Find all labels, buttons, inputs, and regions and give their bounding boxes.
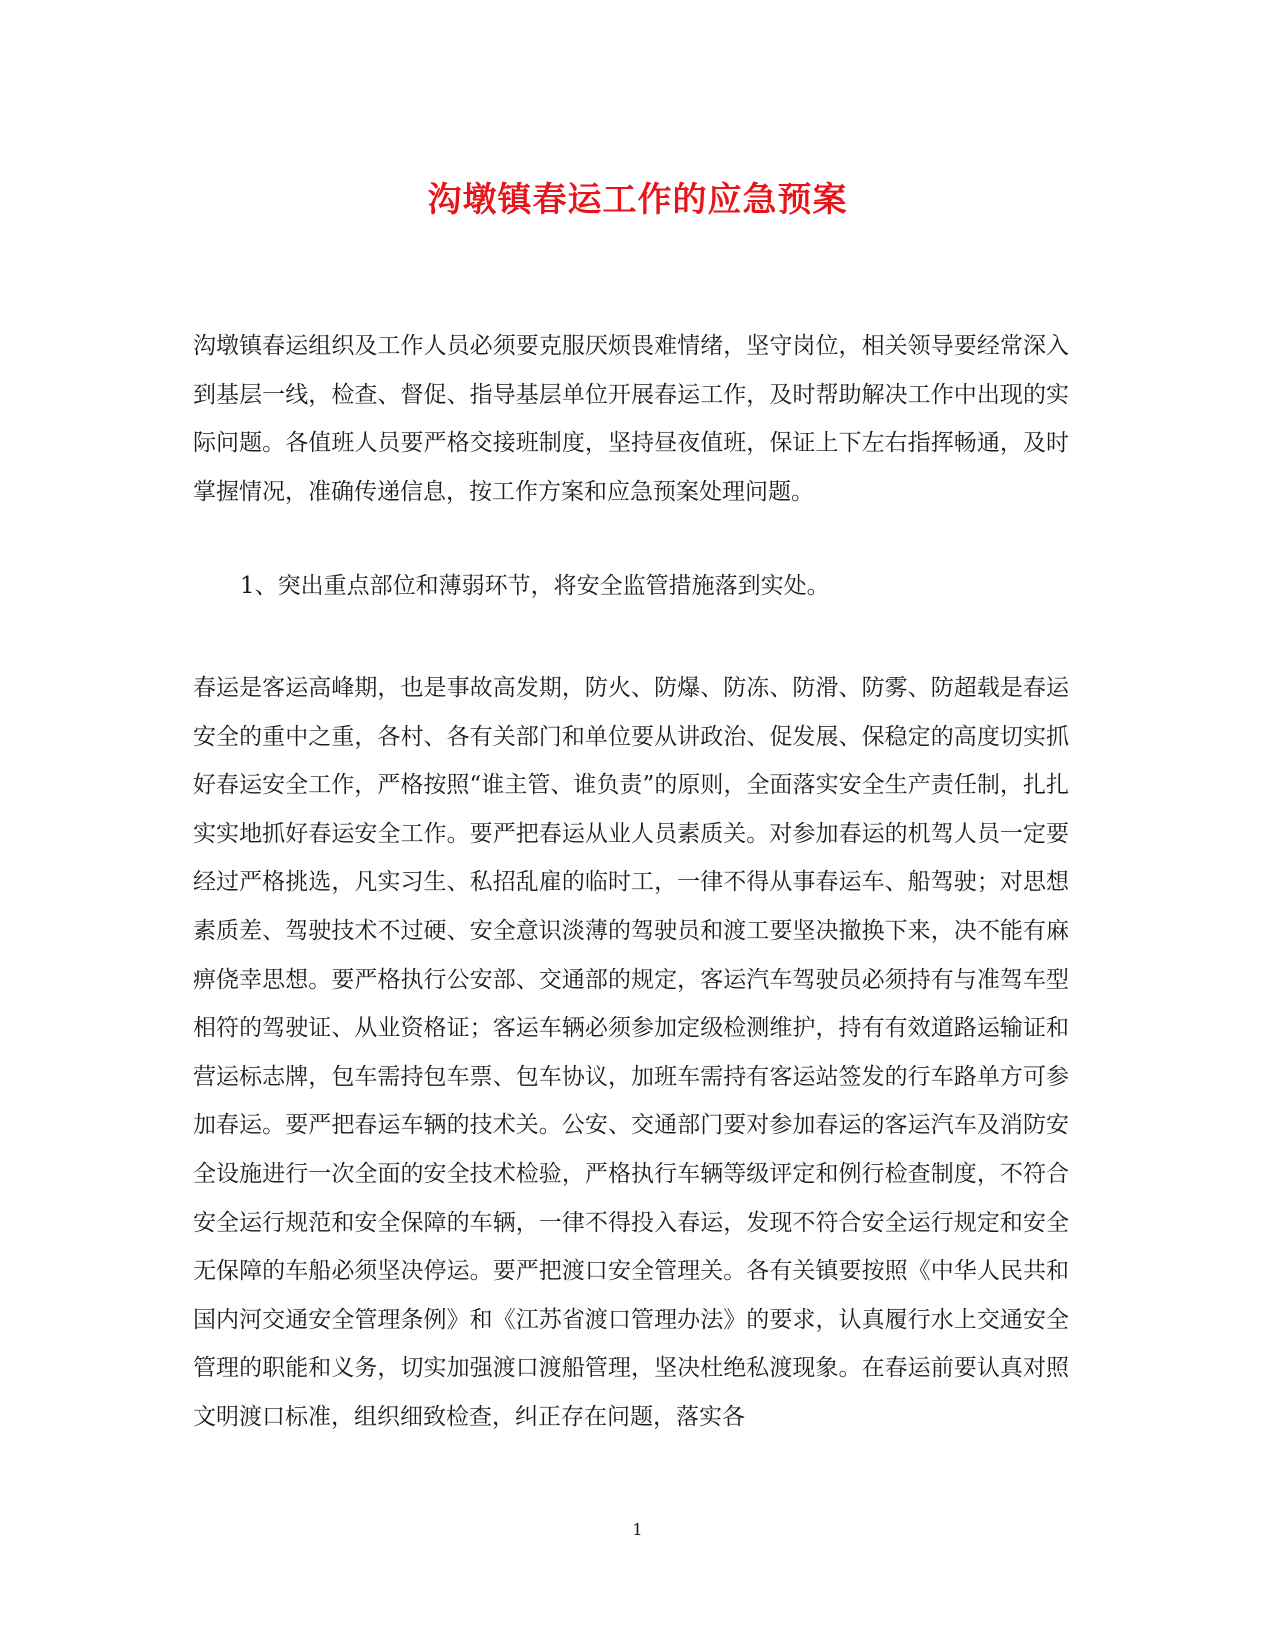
- page-number: 1: [632, 1520, 643, 1539]
- document-title: 沟墩镇春运工作的应急预案: [427, 180, 848, 220]
- body-paragraph-safety: 春运是客运高峰期，也是事故高发期，防火、防爆、防冻、防滑、防雾、防超载是春运安全的重中之重，各村、各有关部门和单位要从讲政治、促发展、保稳定的高度切实抓好春运安全工作，严格按照“谁主管、谁负责”的原则，全面落实安全生产责任制，扎扎实实地抓好春运安全工作。要严把春运从业人员素质关。对参加春运的机驾人员一定要经过严格挑选，凡实习生、私招乱雇的临时工，一律不得从事春运车、船驾驶；对思想素质差、驾驶技术不过硬、安全意识淡薄的驾驶员和渡工要坚决撤换下来，决不能有麻痹侥幸思想。要严格执行公安部、交通部的规定，客运汽车驾驶员必须持有与准驾车型相符的驾驶证、从业资格证；客运车辆必须参加定级检测维护，持有有效道路运输证和营运标志牌，包车需持包车票、包车协议，加班车需持有客运站签发的行车路单方可参加春运。要严把春运车辆的技术关。公安、交通部门要对参加春运的客运汽车及消防安全设施进行一次全面的安全技术检验，严格执行车辆等级评定和例行检查制度，不符合安全运行规范和安全保障的车辆，一律不得投入春运，发现不符合安全运行规定和安全无保障的车船必须坚决停运。要严把渡口安全管理关。各有关镇要按照《中华人民共和国内河交通安全管理条例》和《江苏省渡口管理办法》的要求，认真履行水上交通安全管理的职能和义务，切实加强渡口渡船管理，坚决杜绝私渡现象。在春运前要认真对照文明渡口标准，组织细致检查，纠正存在问题，落实各: [193, 675, 1069, 1430]
- section-heading-1: 1、突出重点部位和薄弱环节，将安全监管措施落到实处。: [240, 573, 830, 599]
- body-paragraph-intro: 沟墩镇春运组织及工作人员必须要克服厌烦畏难情绪，坚守岗位，相关领导要经常深入到基层一线，检查、督促、指导基层单位开展春运工作，及时帮助解决工作中出现的实际问题。各值班人员要严格交接班制度，坚持昼夜值班，保证上下左右指挥畅通，及时掌握情况，准确传递信息，按工作方案和应急预案处理问题。: [193, 333, 1069, 505]
